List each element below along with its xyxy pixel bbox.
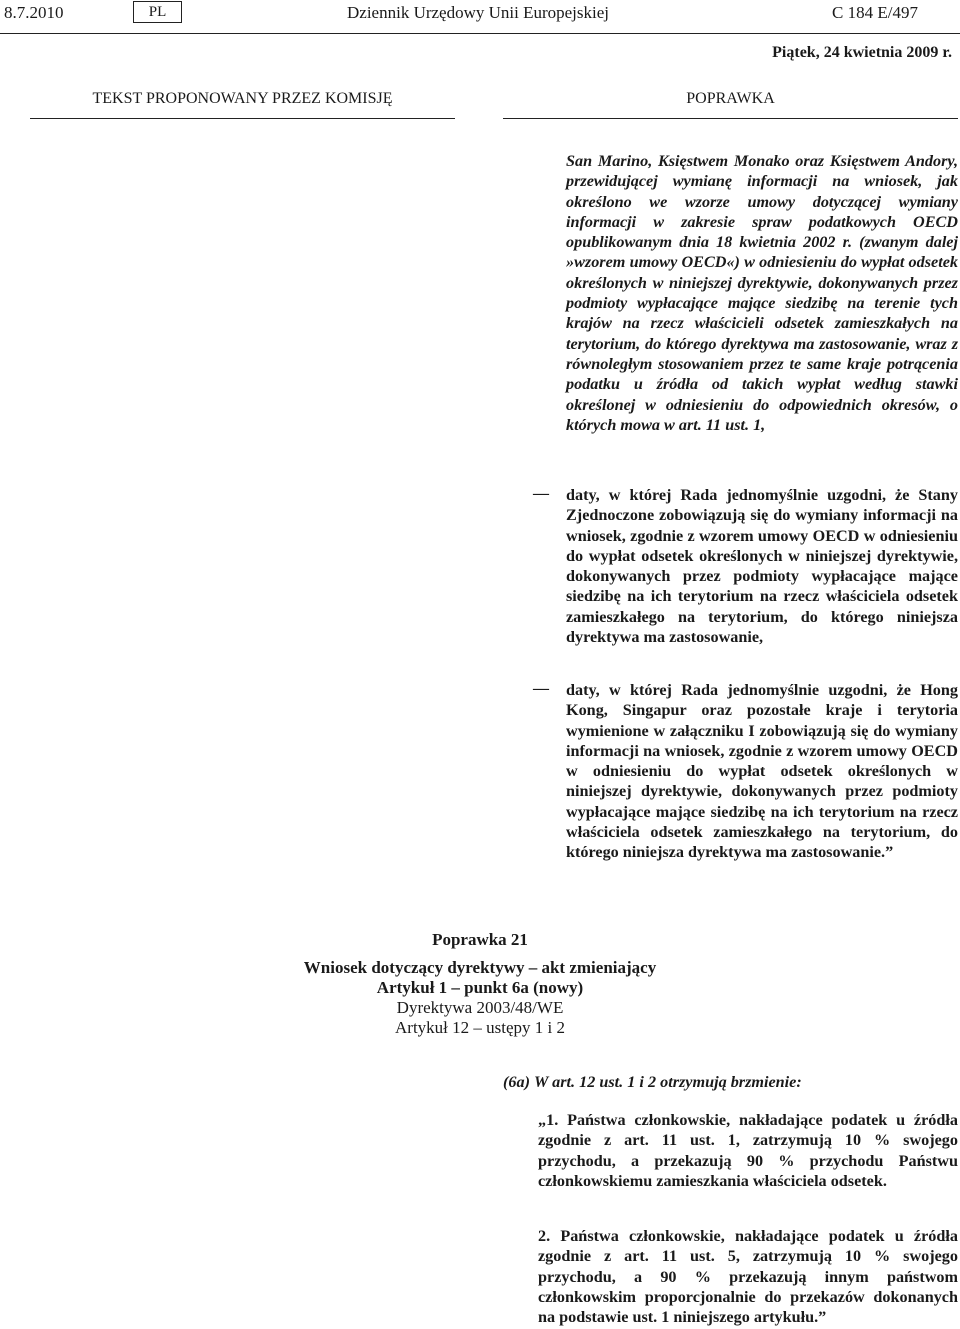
point-6a-label: (6a) [503, 1073, 530, 1091]
amendment-directive: Dyrektywa 2003/48/WE [396, 998, 564, 1017]
journal-reference: C 184 E/497 [832, 3, 918, 22]
point-6a-text: W art. 12 ust. 1 i 2 otrzymują brzmienie: [534, 1073, 802, 1091]
journal-title: Dziennik Urzędowy Unii Europejskiej [347, 3, 610, 22]
list-dash: — [533, 680, 549, 697]
amendment-list-item: daty, w której Rada jednomyślnie uzgodni, że Stany Zjednoczone zobowiązują się do wymiany informacji na wniosek, zgodnie z wzorem umowy OECD w odniesieniu do wypłat odsetek określonych w niniejszej dyrektywie, dokonywanych przez podmioty wypłacające mające siedzibę na ich terytorium na rzecz właściciela odsetek zamieszkałego na terytorium, do którego niniejsza dyrektywa ma zastosowanie, [566, 486, 958, 647]
point-6a [503, 1073, 802, 1092]
amendment-paragraph: San Marino, Księstwem Monako oraz Księstwem Andory, przewidującej wymianę informacji na wniosek, jak określono we wzorze umowy dotyczącej wymiany informacji w zakresie spraw podatkowych OECD opublikowanym dnia 18 kwietnia 2002 r. (zwanym dalej »wzorem umowy OECD«) w odniesieniu do wypłat odsetek określonych w niniejszej dyrektywie, dokonywanych przez podmioty wypłacające mające siedzibę na terenie tych krajów na rzecz właścicieli odsetek zamieszkałych na terytorium, do którego dyrektywa ma zastosowanie, wraz z równoległym stosowaniem przez te same kraje potrącenia podatku u źródła od takich wypłat według stawki określonej w odniesieniu do odpowiednich okresów, o których mowa w art. 11 ust. 1, [566, 152, 958, 434]
session-date: Piątek, 24 kwietnia 2009 r. [772, 44, 952, 61]
column-title-amendment: POPRAWKA [686, 90, 775, 107]
column-title-commission: TEKST PROPONOWANY PRZEZ KOMISJĘ [92, 90, 393, 107]
amendment-list-item: daty, w której Rada jednomyślnie uzgodni, że Hong Kong, Singapur oraz pozostałe kraje i terytoria wymienione w załączniku I zobowiązują się do wymiany informacji na wniosek, zgodnie z wzorem umowy OECD w odniesieniu do wypłat odsetek określonych w niniejszej dyrektywie, dokonywanych przez podmioty wypłacające mające siedzibę na ich terytorium na rzecz właściciela odsetek zamieszkałego na terytorium, do którego niniejsza dyrektywa ma zastosowanie.” [566, 681, 958, 862]
amendment-article: Artykuł 1 – punkt 6a (nowy) [376, 978, 584, 997]
quoted-paragraph: „1. Państwa członkowskie, nakładające podatek u źródła zgodnie z art. 11 ust. 1, zatrzymują 10 % swojego przychodu, a przekazują 90 % przychodu Państwu członkowskiemu zamieszkania właściciela odsetek. [538, 1111, 958, 1190]
language-badge: PL [133, 1, 182, 23]
column-divider-left [30, 118, 455, 119]
column-divider-right [503, 118, 958, 119]
header-date: 8.7.2010 [4, 3, 64, 22]
amendment-reference: Artykuł 12 – ustępy 1 i 2 [395, 1018, 565, 1037]
amendment-title: Poprawka 21 [432, 930, 528, 949]
list-dash: — [533, 485, 549, 502]
quoted-paragraph: 2. Państwa członkowskie, nakładające podatek u źródła zgodnie z art. 11 ust. 5, zatrzymują 10 % swojego przychodu, a 90 % przekazują innym państwom członkowskim proporcjonalnie do przekazów dokonanych na podstawie ust. 1 niniejszego artykułu.” [538, 1227, 958, 1327]
header-divider [0, 33, 960, 34]
amendment-subtitle: Wniosek dotyczący dyrektywy – akt zmieniający [303, 958, 657, 977]
